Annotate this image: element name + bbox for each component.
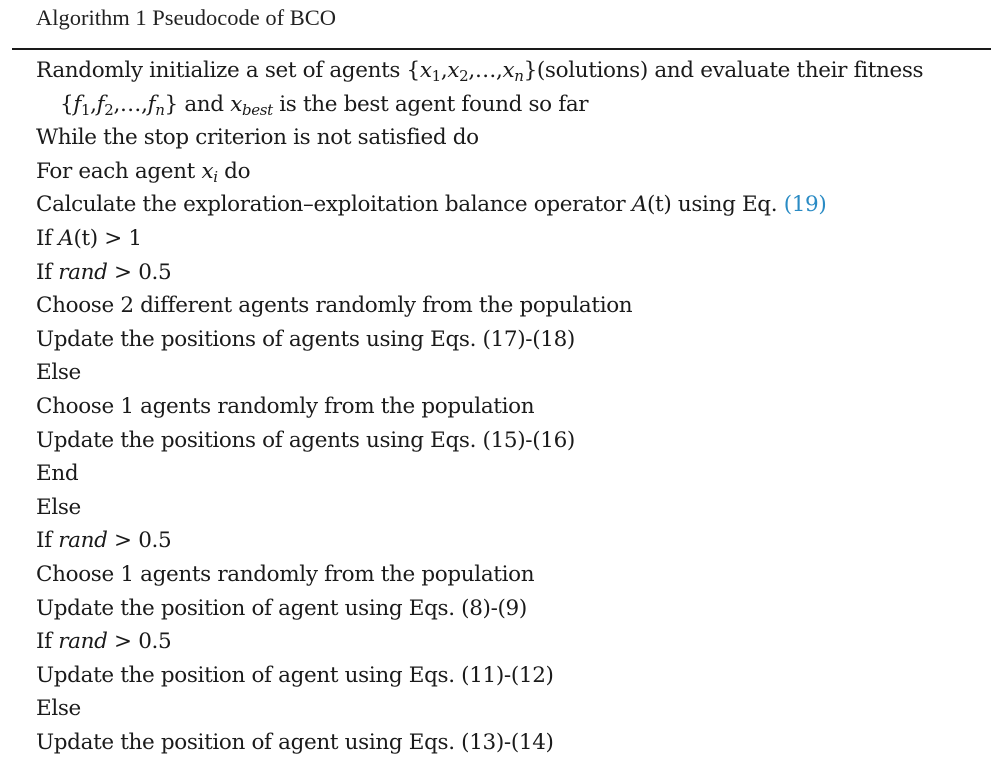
pseudocode-line-11: Choose 1 agents randomly from the population — [36, 393, 535, 419]
pseudocode-body — [36, 54, 986, 759]
pseudocode-line-19: Update the position of agent using Eqs. (11)-(12) — [36, 662, 554, 688]
algorithm-caption: Algorithm 1 Pseudocode of BCO — [36, 5, 336, 30]
pseudocode-line-13: End — [36, 461, 79, 487]
pseudocode-line-18: If rand > 0.5 — [36, 629, 172, 655]
pseudocode-line-10: Else — [36, 360, 81, 386]
pseudocode-line-6: If A(t) > 1 — [36, 225, 142, 251]
pseudocode-line-12: Update the positions of agents using Eqs. (15)-(16) — [36, 427, 575, 453]
pseudocode-line-14: Else — [36, 494, 81, 520]
pseudocode-line-8: Choose 2 different agents randomly from the population — [36, 293, 633, 319]
top-rule — [12, 48, 991, 50]
pseudocode-line-15: If rand > 0.5 — [36, 528, 172, 554]
pseudocode-line-16: Choose 1 agents randomly from the population — [36, 561, 535, 587]
equation-19-link[interactable]: (19) — [783, 192, 827, 218]
pseudocode-line-7: If rand > 0.5 — [36, 259, 172, 285]
pseudocode-line-21: Update the position of agent using Eqs. (13)-(14) — [36, 729, 554, 755]
pseudocode-line-4: For each agent $x_i$ do — [36, 158, 251, 186]
pseudocode-line-2: $\{f_1,f_2,\dots,f_n\}$ and $x_{best}$ is the best agent found so far — [60, 91, 589, 119]
pseudocode-line-17: Update the position of agent using Eqs. (8)-(9) — [36, 595, 527, 621]
pseudocode-line-9: Update the positions of agents using Eqs. (17)-(18) — [36, 326, 575, 352]
pseudocode-line-3: While the stop criterion is not satisfied do — [36, 125, 479, 151]
pseudocode-line-5: Calculate the exploration–exploitation balance operator A(t) using Eq. (19) — [36, 192, 827, 218]
pseudocode-line-20: Else — [36, 696, 81, 722]
pseudocode-line-1: Randomly initialize a set of agents $\{x_1,x_2,\dots,x_n\}(solutions)$ and evaluate their fitness — [36, 58, 924, 85]
